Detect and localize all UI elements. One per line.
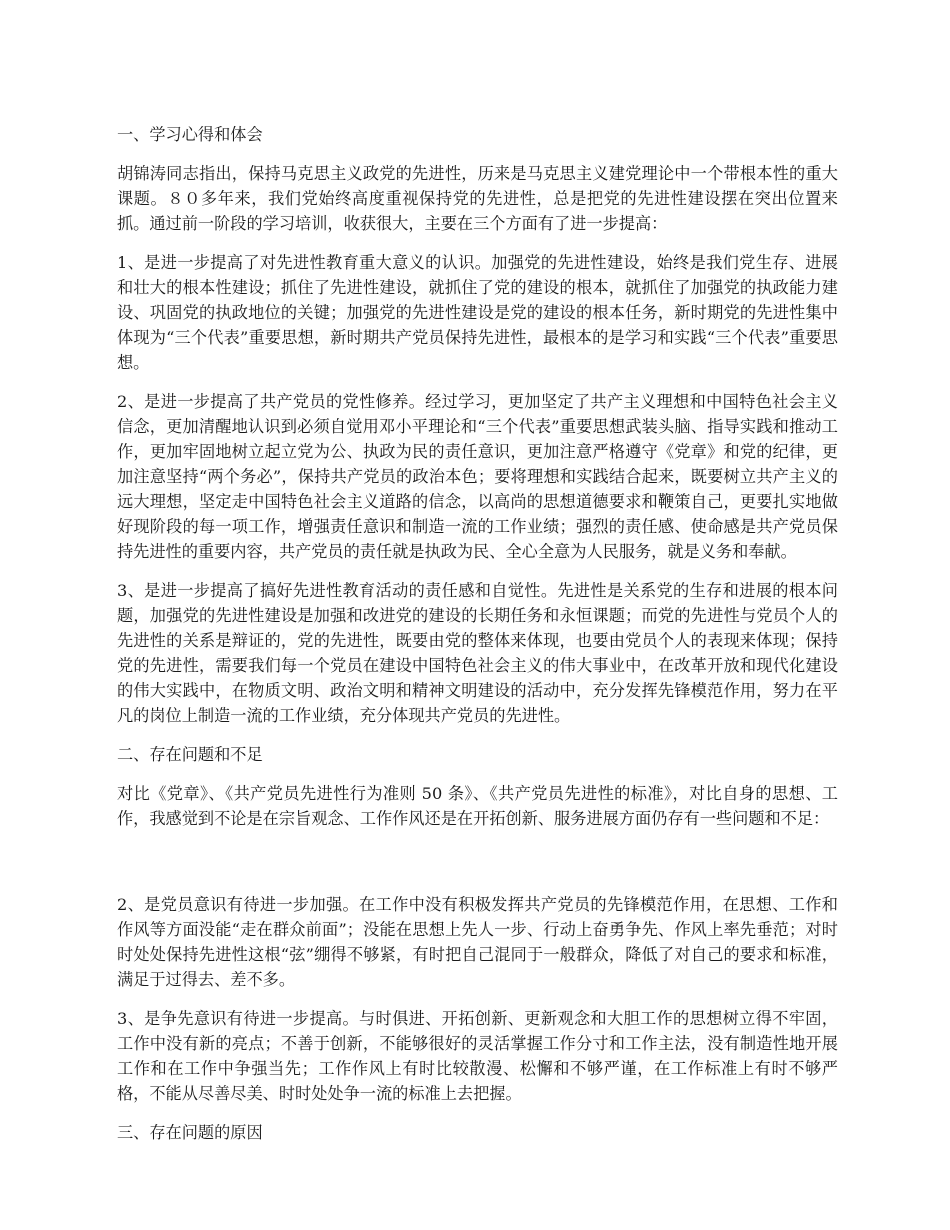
section-heading-2: 二、存在问题和不足 — [117, 745, 263, 764]
point-1-paragraph: 1、是进一步提高了对先进性教育重大意义的认识。加强党的先进性建设，始终是我们党生存、进展和壮大的根本性建设；抓住了先进性建设，就抓住了党的建设的根本，就抓住了加强党的执政能力建设、巩固党的执政地位的关键；加强党的先进性建设是党的建设的根本任务，新时期党的先进性集中体现为“三个代表”重要思想，新时期共产党员保持先进性，最根本的是学习和实践“三个代表”重要思想。 — [117, 253, 838, 372]
intro-paragraph: 胡锦涛同志指出，保持马克思主义政党的先进性，历来是马克思主义建党理论中一个带根本性的重大课题。８０多年来，我们党始终高度重视保持党的先进性，总是把党的先进性建设摆在突出位置来抓。通过前一阶段的学习培训，收获很大，主要在三个方面有了进一步提高： — [117, 164, 838, 233]
point-2-paragraph: 2、是进一步提高了共产党员的党性修养。经过学习，更加坚定了共产主义理想和中国特色社会主义信念，更加清醒地认识到必须自觉用邓小平理论和“三个代表”重要思想武装头脑、指导实践和推动工作，更加牢固地树立起立党为公、执政为民的责任意识，更加注意严格遵守《党章》和党的纪律，更加注意坚持“两个务必”，保持共产党员的政治本色；要将理想和实践结合起来，既要树立共产主义的远大理想，坚定走中国特色社会主义道路的信念，以高尚的思想道德要求和鞭策自己，更要扎实地做好现阶段的每一项工作，增强责任意识和制造一流的工作业绩；强烈的责任感、使命感是共产党员保持先进性的重要内容，共产党员的责任就是执政为民、全心全意为人民服务，就是义务和奉献。 — [117, 392, 838, 561]
problem-2-paragraph: 2、是党员意识有待进一步加强。在工作中没有积极发挥共产党员的先锋模范作用，在思想、工作和作风等方面没能“走在群众前面”；没能在思想上先人一步、行动上奋勇争先、作风上率先垂范；对时时处处保持先进性这根“弦”绷得不够紧，有时把自己混同于一般群众，降低了对自己的要求和标准，满足于过得去、差不多。 — [117, 895, 838, 989]
point-3-paragraph: 3、是进一步提高了搞好先进性教育活动的责任感和自觉性。先进性是关系党的生存和进展的根本问题，加强党的先进性建设是加强和改进党的建设的长期任务和永恒课题；而党的先进性与党员个人的先进性的关系是辩证的，党的先进性，既要由党的整体来体现，也要由党员个人的表现来体现；保持党的先进性，需要我们每一个党员在建设中国特色社会主义的伟大事业中，在改革开放和现代化建设的伟大实践中，在物质文明、政治文明和精神文明建设的活动中，充分发挥先锋模范作用，努力在平凡的岗位上制造一流的工作业绩，充分体现共产党员的先进性。 — [117, 581, 838, 725]
blank-gap — [117, 845, 838, 892]
section-heading-1: 一、学习心得和体会 — [117, 125, 263, 144]
section-heading-3: 三、存在问题的原因 — [117, 1123, 263, 1142]
section-2-intro-paragraph: 对比《党章》、《共产党员先进性行为准则 50 条》、《共产党员先进性的标准》，对比自身的思想、工作，我感觉到不论是在宗旨观念、工作作风还是在开拓创新、服务进展方面仍存有一些问题和不足： — [117, 784, 838, 828]
problem-3-paragraph: 3、是争先意识有待进一步提高。与时俱进、开拓创新、更新观念和大胆工作的思想树立得不牢固，工作中没有新的亮点；不善于创新，不能够很好的灵活掌握工作分寸和工作主法，没有制造性地开展工作和在工作中争强当先；工作作风上有时比较散漫、松懈和不够严谨，在工作标准上有时不够严格，不能从尽善尽美、时时处处争一流的标准上去把握。 — [117, 1009, 838, 1103]
